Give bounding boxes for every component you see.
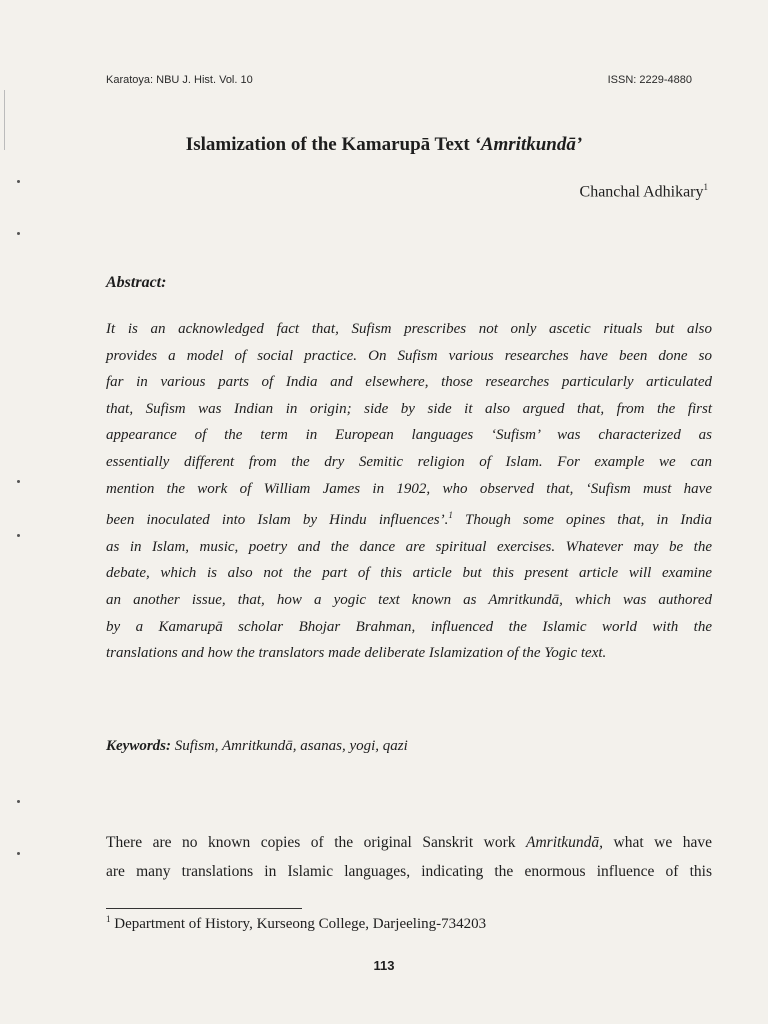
margin-speck — [17, 480, 20, 483]
abstract-line: as in Islam, music, poetry and the dance are spiritual exercises. Whatever may be the — [106, 538, 712, 555]
journal-citation: Karatoya: NBU J. Hist. Vol. 10 — [106, 74, 253, 86]
abstract-line: far in various parts of India and elsewhere, those researches particularly articulated — [106, 374, 712, 391]
abstract-body — [106, 316, 712, 667]
margin-speck — [17, 852, 20, 855]
abstract-line: debate, which is also not the part of this article but this present article will examine — [106, 565, 712, 582]
author-footnote-mark: 1 — [703, 182, 708, 192]
body-line-italic: Amritkundā, — [526, 834, 604, 851]
running-header — [106, 74, 692, 86]
abstract-line-with-note — [106, 502, 712, 534]
issn: ISSN: 2229-4880 — [607, 74, 692, 86]
body-line — [106, 828, 712, 857]
body-paragraph — [106, 828, 712, 886]
keywords — [106, 738, 408, 755]
margin-speck — [17, 180, 20, 183]
footnote — [106, 914, 486, 933]
author-name — [580, 182, 708, 201]
margin-speck — [17, 800, 20, 803]
author-text: Chanchal Adhikary — [579, 183, 704, 201]
abstract-line: essentially different from the dry Semitic religion of Islam. For example we can — [106, 453, 712, 470]
body-line: are many translations in Islamic languages, indicating the enormous influence of this — [106, 863, 712, 880]
abstract-line-text: been inoculated into Islam by Hindu influences’. — [106, 512, 449, 529]
abstract-line: appearance of the term in European languages ‘Sufism’ was characterized as — [106, 427, 712, 444]
margin-speck — [17, 232, 20, 235]
abstract-line: translations and how the translators made deliberate Islamization of the Yogic text. — [106, 645, 607, 662]
article-title-main: Islamization of the Kamarupā Text — [185, 134, 475, 155]
abstract-footnote-mark: 1 — [448, 510, 453, 521]
keywords-label: Keywords: — [106, 738, 171, 754]
footnote-divider — [106, 908, 302, 909]
article-title — [0, 134, 768, 156]
abstract-line: mention the work of William James in 1902, who observed that, ‘Sufism must have — [106, 480, 712, 497]
abstract-line: that, Sufism was Indian in origin; side by side it also argued that, from the first — [106, 400, 712, 417]
abstract-line: by a Kamarupā scholar Bhojar Brahman, influenced the Islamic world with the — [106, 618, 712, 635]
article-title-italic: ‘Amritkundā’ — [474, 134, 583, 155]
abstract-line: an another issue, that, how a yogic text known as Amritkundā, which was authored — [106, 591, 712, 608]
body-line-end: what we have — [603, 834, 712, 851]
body-line-start: There are no known copies of the original Sanskrit work — [106, 834, 526, 851]
page-number: 113 — [373, 958, 395, 973]
abstract-line: It is an acknowledged fact that, Sufism prescribes not only ascetic rituals but also — [106, 321, 712, 337]
abstract-line: provides a model of social practice. On Sufism various researches have been done so — [106, 347, 712, 364]
abstract-line-tail: Though some opines that, in India — [452, 512, 712, 529]
margin-speck — [17, 534, 20, 537]
footnote-text: Department of History, Kurseong College, Darjeeling-734203 — [110, 916, 487, 932]
footnote-mark: 1 — [106, 914, 111, 924]
abstract-heading: Abstract: — [106, 274, 167, 291]
keywords-values: Sufism, Amritkundā, asanas, yogi, qazi — [171, 738, 408, 754]
